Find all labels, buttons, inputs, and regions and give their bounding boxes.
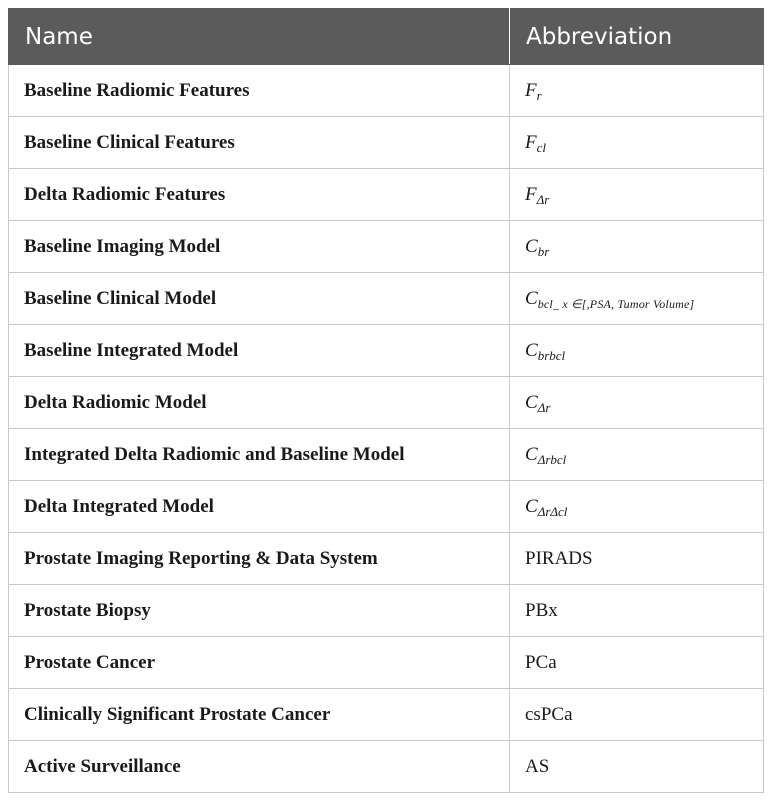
row-abbreviation — [510, 377, 764, 429]
table-row — [9, 429, 764, 481]
row-name: Baseline Radiomic Features — [9, 65, 510, 117]
row-name: Baseline Clinical Model — [9, 273, 510, 325]
row-name: Prostate Cancer — [9, 637, 510, 689]
table-row — [9, 169, 764, 221]
row-abbreviation: PIRADS — [510, 533, 764, 585]
row-name: Delta Radiomic Model — [9, 377, 510, 429]
row-name: Baseline Integrated Model — [9, 325, 510, 377]
abbr-symbol: F — [525, 183, 537, 205]
row-name: Active Surveillance — [9, 741, 510, 793]
abbr-subscript: brbcl — [537, 347, 566, 363]
abbr-subscript: cl — [536, 139, 546, 155]
row-name: Integrated Delta Radiomic and Baseline Model — [9, 429, 510, 481]
abbr-symbol: C — [525, 391, 538, 413]
row-abbreviation — [510, 221, 764, 273]
abbr-symbol: F — [525, 79, 537, 101]
row-abbreviation — [510, 169, 764, 221]
abbr-subscript: Δr — [537, 399, 551, 415]
table-row — [9, 533, 764, 585]
row-abbreviation: PBx — [510, 585, 764, 637]
abbreviations-table — [8, 8, 764, 793]
table-row — [9, 741, 764, 793]
row-name: Prostate Biopsy — [9, 585, 510, 637]
row-abbreviation — [510, 65, 764, 117]
table-row — [9, 273, 764, 325]
header-abbreviation: Abbreviation — [510, 9, 764, 65]
abbr-symbol: C — [525, 339, 538, 361]
row-abbreviation: AS — [510, 741, 764, 793]
row-abbreviation — [510, 481, 764, 533]
row-abbreviation — [510, 325, 764, 377]
row-name: Clinically Significant Prostate Cancer — [9, 689, 510, 741]
table-row — [9, 325, 764, 377]
table-row — [9, 117, 764, 169]
row-abbreviation — [510, 273, 764, 325]
row-name: Delta Integrated Model — [9, 481, 510, 533]
table-row — [9, 377, 764, 429]
abbr-symbol: C — [525, 287, 538, 309]
table-row — [9, 65, 764, 117]
row-name: Baseline Imaging Model — [9, 221, 510, 273]
table-row — [9, 221, 764, 273]
table-row — [9, 637, 764, 689]
abbr-subscript: r — [536, 87, 542, 103]
abbr-subscript: Δrbcl — [537, 451, 567, 467]
row-name: Prostate Imaging Reporting & Data System — [9, 533, 510, 585]
table-row — [9, 481, 764, 533]
abbr-subscript: Δr — [536, 191, 550, 207]
row-abbreviation: csPCa — [510, 689, 764, 741]
abbr-subscript: br — [537, 243, 550, 259]
row-name: Delta Radiomic Features — [9, 169, 510, 221]
header-row — [9, 9, 764, 65]
abbr-subscript: ΔrΔcl — [537, 503, 568, 519]
row-abbreviation — [510, 117, 764, 169]
table-row — [9, 585, 764, 637]
row-name: Baseline Clinical Features — [9, 117, 510, 169]
row-abbreviation — [510, 429, 764, 481]
abbr-subscript: bcl_ x ∈[,PSA, Tumor Volume] — [537, 296, 695, 311]
abbr-symbol: C — [525, 235, 538, 257]
abbr-symbol: C — [525, 495, 538, 517]
row-abbreviation: PCa — [510, 637, 764, 689]
table-row — [9, 689, 764, 741]
abbr-symbol: F — [525, 131, 537, 153]
header-name: Name — [9, 9, 510, 65]
abbr-symbol: C — [525, 443, 538, 465]
